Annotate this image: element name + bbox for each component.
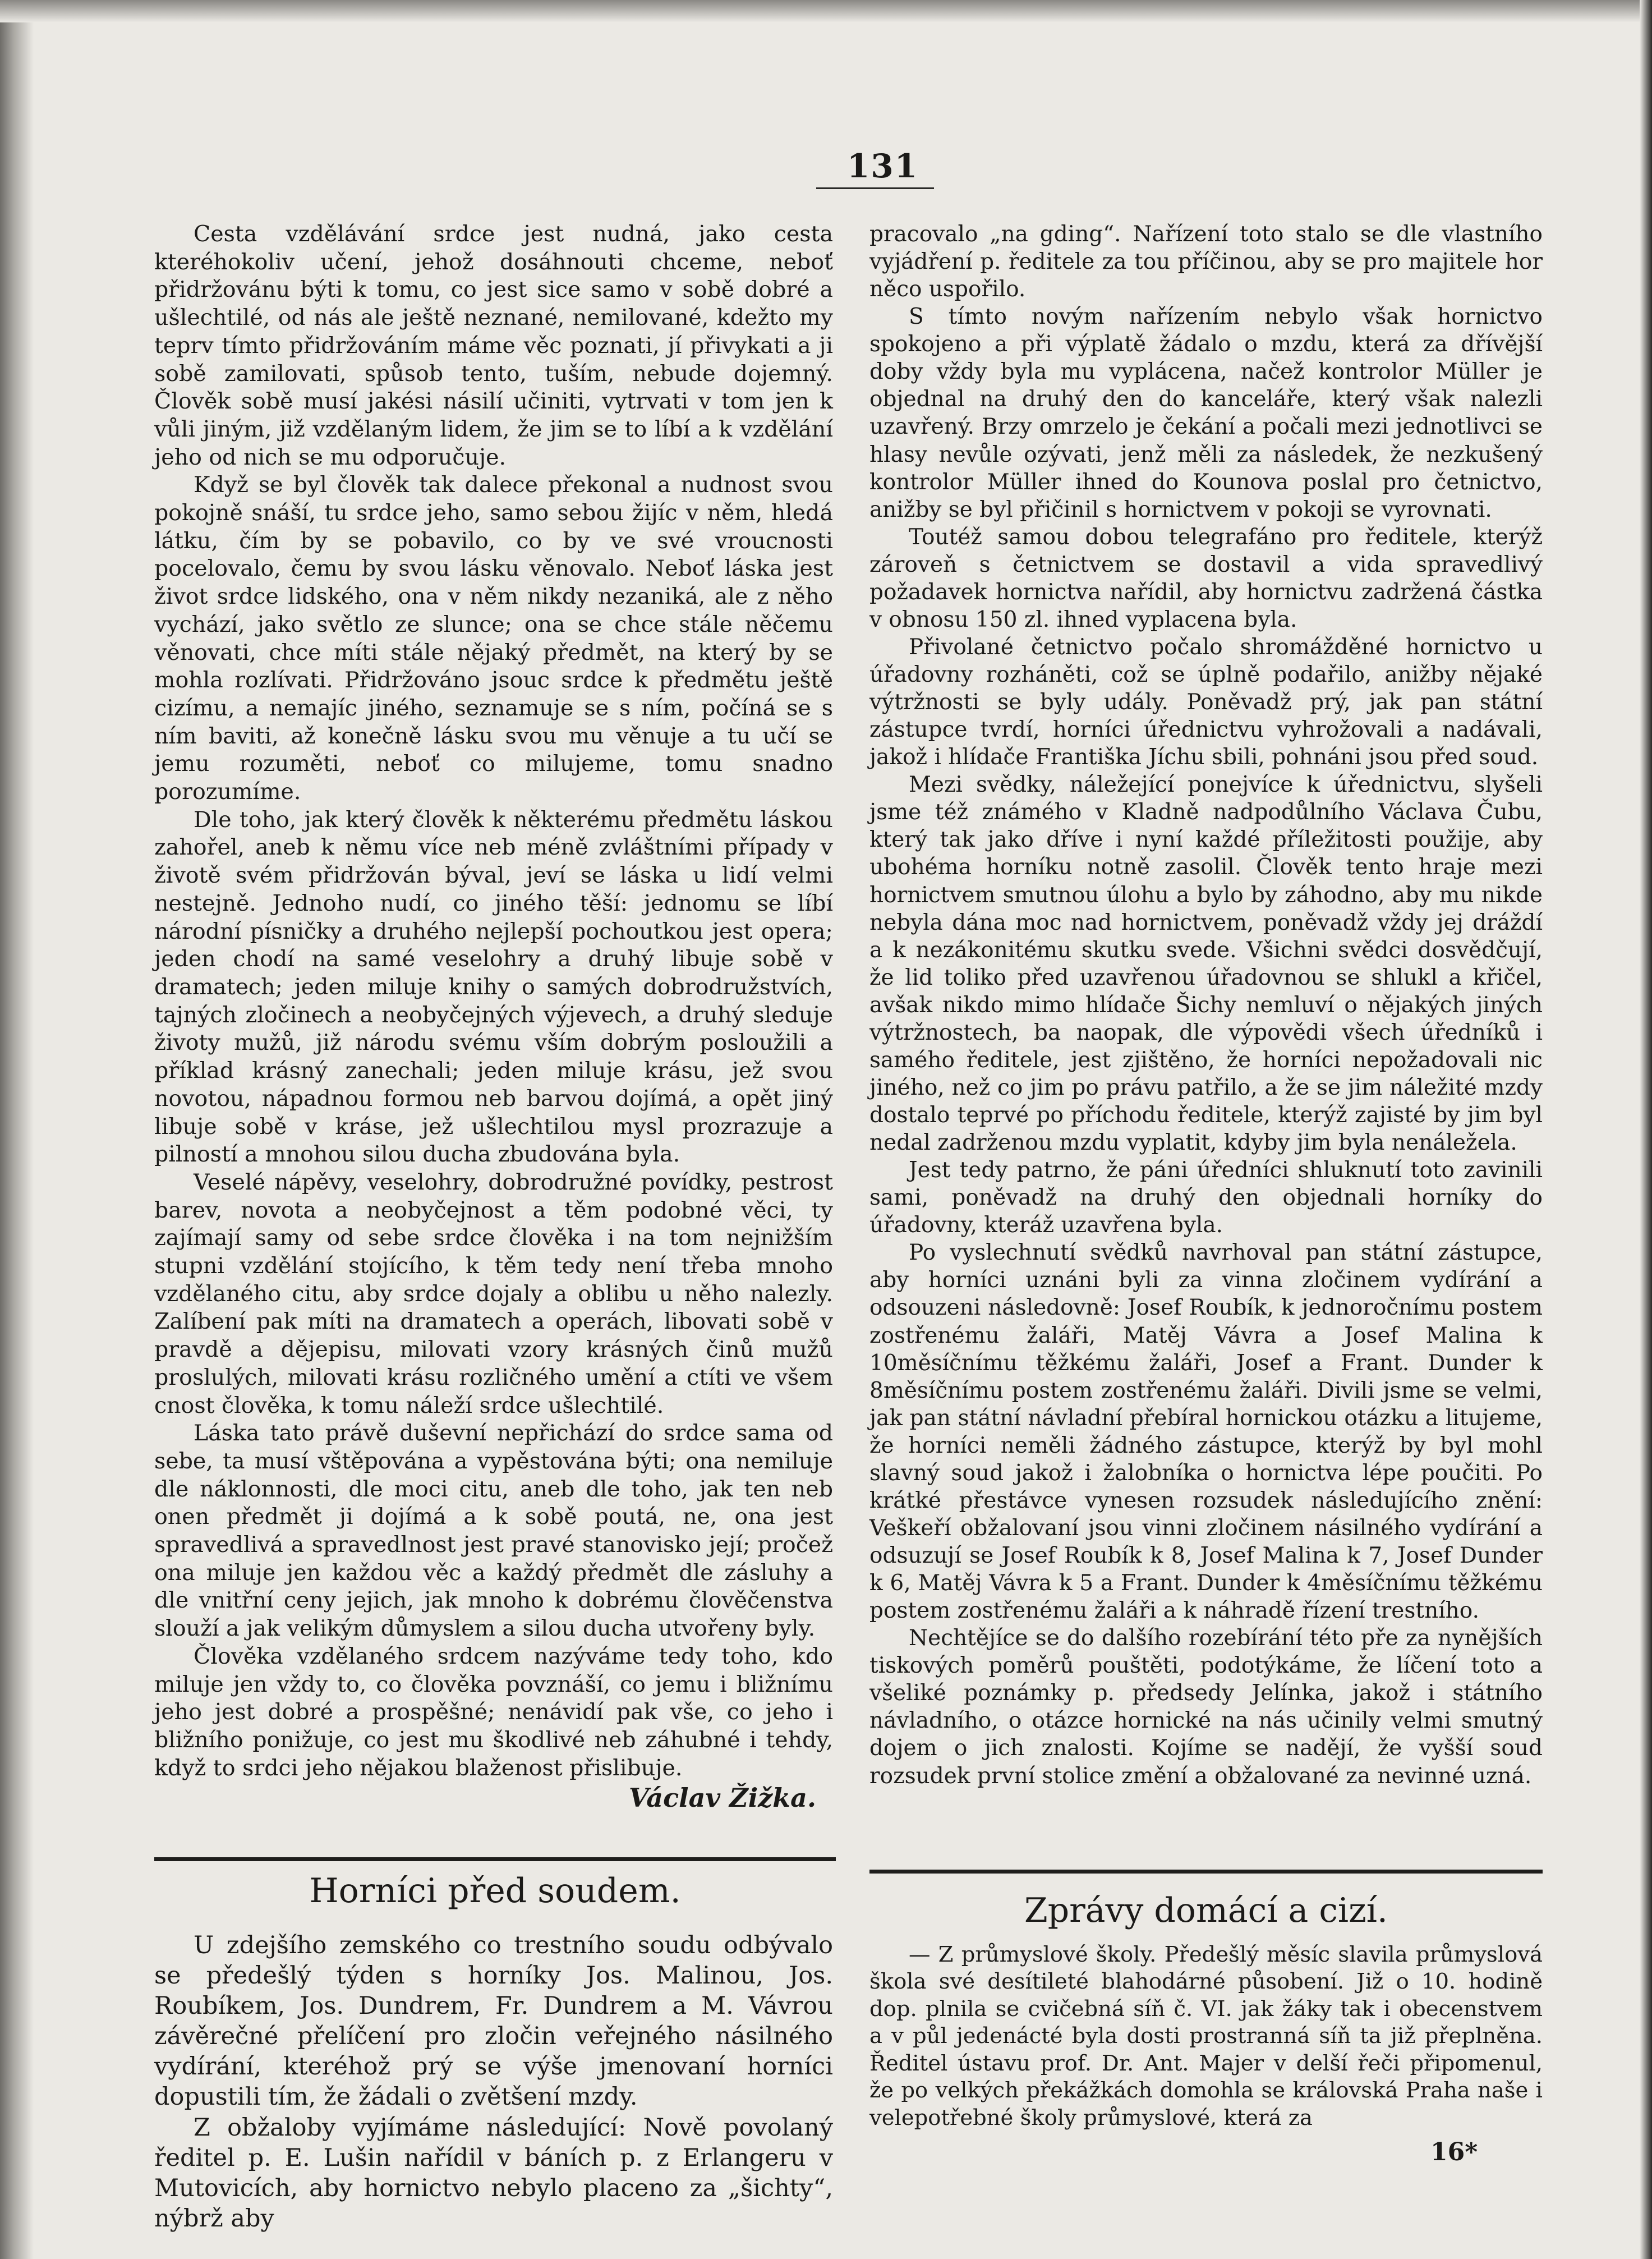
article-paragraph: Toutéž samou dobou telegrafáno pro ředitele, kterýž zároveň s četnictvem se dostavil a vida spravedlivý požadavek hornictva nařídil, aby hornictvu zadržená částka v obnosu 150 zl. ihned vyplacena byla. (869, 524, 1543, 632)
scan-shadow-top (0, 0, 1652, 22)
article-paragraph: pracovalo „na gding“. Nařízení toto stalo se dle vlastního vyjádření p. ředitele za tou příčinou, aby se pro majitele hor něco uspořilo. (869, 222, 1543, 302)
article-hornici-column (154, 1930, 833, 2234)
article-signature: Václav Žižka. (628, 1783, 816, 1813)
article-paragraph: Po vyslechnutí svědků navrhoval pan státní zástupce, aby horníci uznáni byli za vinna zločinem vydírání a odsouzeni následovně: Josef Roubík, k jednoročnímu postem zostřenému žaláři, Matěj Vávra a Josef Malina k 10měsíčnímu těžkému žaláři, Josef a Frant. Dunder k 8měsíčnímu postem zostřenému žaláři. Divili jsme se velmi, jak pan státní návladní přebíral hornickou otázku a litujeme, že horníci neměli žádného zástupce, kterýž by byl mohl slavný soud jakož i žalobníka o hornictva lépe poučiti. Po krátké přestávce vynesen rozsudek následujícího znění: Veškeří obžalovaní jsou vinni zločinem násilného vydírání a odsuzují se Josef Roubík k 8, Josef Malina k 7, Josef Dunder k 6, Matěj Vávra k 5 a Frant. Dunder k 4měsíčnímu těžkému postem zostřenému žaláři a k náhradě řízení trestního. (869, 1240, 1543, 1624)
article-paragraph: Láska tato právě duševní nepřichází do srdce sama od sebe, ta musí vštěpována a vypěstována býti; ona nemiluje dle náklonnosti, dle moci citu, aneb dle toho, jak ten neb onen předmět ji dojímá a k sobě poutá, ne, ona jest spravedlivá a spravedlnost jest pravé stanovisko její; pročež ona miluje jen každou věc a každý předmět dle zásluhy a dle vnitřní ceny jejich, jak mnoho k dobrému člověčenstva slouží a jak velikým důmyslem a silou ducha utvořeny byly. (154, 1420, 833, 1642)
scan-shadow-left (0, 0, 34, 2259)
article-paragraph: Dle toho, jak který člověk k některému předmětu láskou zahořel, aneb k němu více neb méně zvláštními případy v životě svém přidržován býval, jeví se láska u lidí velmi nestejně. Jednoho nudí, co jiného těší: jednomu se líbí národní písničky a druhého nejlepší pochoutkou jest opera; jeden chodí na samé veselohry a druhý libuje sobě v dramatech; jeden miluje knihy o samých dobrodružstvích, tajných zločinech a neobyčejných výjevech, a druhý sleduje životy mužů, již národu svému vším dobrým posloužili a příklad krásný zanechali; jeden miluje krásu, jež svou novotou, nápadnou formou neb barvou dojímá, a opět jiný libuje sobě v kráse, jež ušlechtilou mysl prozrazuje a pilností a mnohou silou ducha zbudována byla. (154, 806, 833, 1168)
section-title-hornici: Horníci před soudem. (309, 1871, 681, 1911)
section-divider-right (869, 1870, 1543, 1874)
article-paragraph: Jest tedy patrno, že páni úředníci shluknutí toto zavinili sami, poněvadž na druhý den objednali horníky do úřadovny, kteráž uzavřena byla. (869, 1158, 1543, 1238)
article-zpravy-column (869, 1941, 1543, 2132)
article-left-column (154, 221, 833, 1812)
page-number: 131 (847, 147, 919, 185)
section-divider-left (154, 1857, 836, 1861)
article-paragraph: Mezi svědky, náležející ponejvíce k úřednictvu, slyšeli jsme též známého v Kladně nadpodůlního Václava Čubu, který tak jako dříve i nyní každé příležitosti použije, aby ubohéma horníku notně zasolil. Člověk tento hraje mezi hornictvem smutnou úlohu a bylo by záhodno, aby mu nikde nebyla dána moc nad hornictvem, poněvadž vždy jej dráždí a k nezákonitému skutku svede. Všichni svědci dosvědčují, že lid toliko před uzavřenou úřadovnou se shlukl a křičel, avšak nikdo mimo hlídače Šichy nemluví o nějakých jiných výtržnostech, ba naopak, dle výpovědi všech úředníků i samého ředitele, jest zjištěno, že horníci nepožadovali nic jiného, než co jim po právu patřilo, a že se jim náležité mzdy dostalo teprvé po příchodu ředitele, kterýž zajisté by jim byl nedal zadrženou mzdu vyplatit, kdyby jim byla nenáležela. (869, 772, 1543, 1156)
article-paragraph: Nechtějíce se do dalšího rozebírání této pře za nynějších tiskových poměrů pouštěti, podotýkáme, že líčení toto a všeliké poznámky p. předsedy Jelínka, jakož i státního návladního, o otázce hornické na nás učinily velmi smutný dojem o jich znalosti. Kojíme se nadějí, že vyšší soud rozsudek první stolice změní a obžalované za nevinné uzná. (869, 1626, 1543, 1789)
article-paragraph: U zdejšího zemského co trestního soudu odbývalo se předešlý týden s horníky Jos. Malinou, Jos. Roubíkem, Jos. Dundrem, Fr. Dundrem a M. Vávrou závěrečné přelíčení pro zločin veřejného násilného vydírání, kteréhož prý se výše jmenovaní horníci dopustili tím, že žádali o zvětšení mzdy. (154, 1931, 833, 2111)
article-paragraph: — Z průmyslové školy. Předešlý měsíc slavila průmyslová škola své desítileté blahodárné působení. Již o 10. hodině dop. plnila se cvičebná síň č. VI. jak žáky tak i obecenstvem a v půl jedenácté byla dosti prostranná síň ta již přeplněna. Ředitel ústavu prof. Dr. Ant. Majer v delší řeči připomenul, že po velkých překážkách domohla se královská Praha naše i velepotřebné školy průmyslové, která za (869, 1942, 1543, 2131)
article-paragraph: S tímto novým nařízením nebylo však hornictvo spokojeno a při výplatě žádalo o mzdu, která za dřívější doby vždy byla mu vyplácena, načež kontrolor Müller je objednal na druhý den do kanceláře, který však nalezli uzavřený. Brzy omrzelo je čekání a počali mezi jednotlivci se hlasy nevůle ozývati, jenž měli za následek, že nezkušený kontrolor Müller ihned do Kounova poslal pro četnictvo, anižby se byl přičinil s hornictvem v pokoji se vyrovnati. (869, 304, 1543, 522)
article-paragraph: Když se byl člověk tak dalece překonal a nudnost svou pokojně snáší, tu srdce jeho, samo sebou žijíc v něm, hledá látku, čím by se pobavilo, co by ve své vroucnosti pocelovalo, čemu by svou lásku věnovalo. Neboť láska jest život srdce lidského, ona v něm nikdy nezaniká, ale z něho vychází, jako světlo ze slunce; ona se chce stále něčemu věnovati, chce míti stále nějaký předmět, na který by se mohla rozlívati. Přidržováno jsouc srdce k předmětu ještě cizímu, a nemajíc jiného, seznamuje se s ním, počíná se s ním baviti, až konečně lásku svou mu věnuje a tu učí se jemu rozuměti, neboť co milujeme, tomu snadno porozumíme. (154, 472, 833, 805)
article-paragraph: Cesta vzdělávání srdce jest nudná, jako cesta kteréhokoliv učení, jehož dosáhnouti chceme, neboť přidržovánu býti k tomu, co jest sice samo v sobě dobré a ušlechtilé, od nás ale ještě neznané, nemilované, kdežto my teprv tímto přidržováním máme věc poznati, jí přivykati a ji sobě zamilovati, spůsob tento, tuším, nebude dojemný. Člověk sobě musí jakési násilí učiniti, vytrvati v tom jen k vůli jiným, již vzdělaným lidem, že jim se to líbí a k vzdělání jeho od nich se mu odporučuje. (154, 221, 833, 470)
sheet-marker: 16* (1430, 2138, 1478, 2166)
article-paragraph: Člověka vzdělaného srdcem nazýváme tedy toho, kdo miluje jen vždy to, co člověka povznáší, co jemu i bližnímu jeho jest dobré a prospěšné; nenávidí pak vše, co jeho i bližního ponižuje, co jest mu škodlivé neb záhubné i tehdy, když to srdci jeho nějakou blaženost přislibuje. (154, 1643, 833, 1781)
article-paragraph: Přivolané četnictvo počalo shromážděné hornictvo u úřadovny rozháněti, což se úplně podařilo, anižby nějaké výtržnosti se byly udály. Poněvadž prý, jak pan státní zástupce tvrdí, horníci úřednictvu vyhrožovali a nadávali, jakož i hlídače Františka Jíchu sbili, pohnáni jsou před soud. (869, 634, 1543, 770)
article-paragraph: Veselé nápěvy, veselohry, dobrodružné povídky, pestrost barev, novota a neobyčejnost a těm podobné věci, ty zajímají samy od sebe srdce člověka i na tom nejnižším stupni vzdělání stojícího, k těm tedy není třeba mnoho vzdělaného citu, aby srdce dojaly a oblibu u něho nalezly. Zalíbení pak míti na dramatech a operách, libovati sobě v pravdě a dějepisu, milovati vzory krásných činů mužů proslulých, milovati krásu rozličného umění a ctíti ve všem cnost člověka, k tomu náleží srdce ušlechtilé. (154, 1169, 833, 1418)
page-number-rule (816, 187, 934, 189)
article-paragraph: Z obžaloby vyjímáme následující: Nově povolaný ředitel p. E. Lušin nařídil v báních p. z Erlangeru v Mutovicích, aby hornictvo nebylo placeno za „šichty“, nýbrž aby (154, 2113, 833, 2233)
scan-shadow-right (1640, 0, 1652, 2259)
section-title-zpravy: Zprávy domácí a cizí. (1024, 1891, 1388, 1930)
article-right-column (869, 221, 1543, 1790)
